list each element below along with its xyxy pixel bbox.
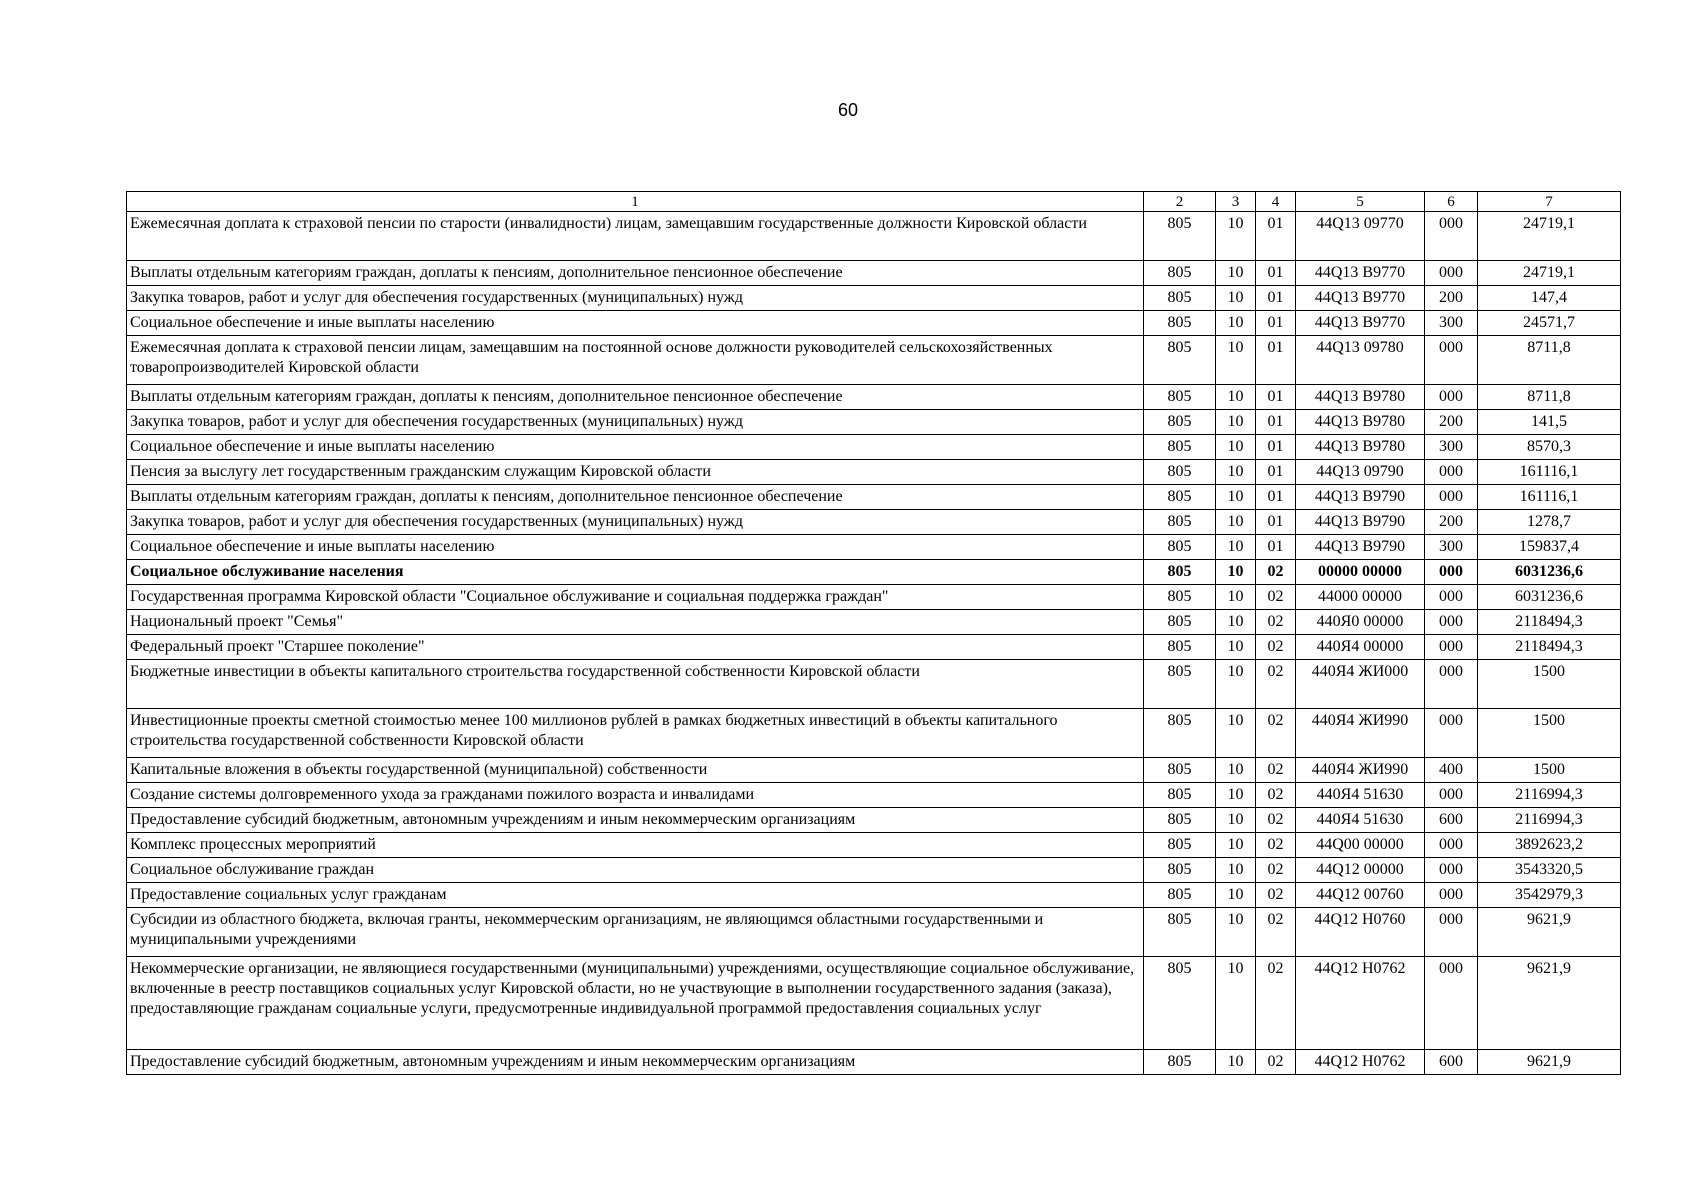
row-section-code: 805 <box>1144 535 1216 560</box>
row-expense-type: 000 <box>1425 610 1478 635</box>
row-name-cell: Выплаты отдельным категориям граждан, доплаты к пенсиям, дополнительное пенсионное обеспечение <box>127 385 1144 410</box>
row-name-cell: Субсидии из областного бюджета, включая гранты, некоммерческим организациям, не являющимся областными государственными и муниципальными учреждениями <box>127 908 1144 957</box>
row-target-article: 44Q13 B9790 <box>1296 535 1425 560</box>
row-subchapter-code: 02 <box>1256 858 1296 883</box>
row-section-code: 805 <box>1144 286 1216 311</box>
row-subchapter-code: 01 <box>1256 336 1296 385</box>
row-subchapter-code: 02 <box>1256 833 1296 858</box>
row-chapter-code: 10 <box>1216 709 1256 758</box>
row-section-code: 805 <box>1144 410 1216 435</box>
page-number: 60 <box>837 100 859 120</box>
row-chapter-code: 10 <box>1216 385 1256 410</box>
row-name-cell: Выплаты отдельным категориям граждан, доплаты к пенсиям, дополнительное пенсионное обеспечение <box>127 261 1144 286</box>
row-chapter-code: 10 <box>1216 261 1256 286</box>
row-amount: 161116,1 <box>1478 485 1621 510</box>
table-row <box>127 908 1621 957</box>
table-row <box>127 635 1621 660</box>
row-section-code: 805 <box>1144 883 1216 908</box>
row-subchapter-code: 02 <box>1256 783 1296 808</box>
row-target-article: 440Я4 ЖИ990 <box>1296 758 1425 783</box>
row-subchapter-code: 02 <box>1256 957 1296 1050</box>
row-chapter-code: 10 <box>1216 833 1256 858</box>
row-target-article: 44Q12 00000 <box>1296 858 1425 883</box>
row-subchapter-code: 01 <box>1256 485 1296 510</box>
row-subchapter-code: 02 <box>1256 883 1296 908</box>
row-name-cell: Предоставление субсидий бюджетным, автономным учреждениям и иным некоммерческим организациям <box>127 808 1144 833</box>
row-chapter-code: 10 <box>1216 311 1256 336</box>
row-target-article: 00000 00000 <box>1296 560 1425 585</box>
table-row <box>127 783 1621 808</box>
row-target-article: 440Я4 51630 <box>1296 783 1425 808</box>
row-amount: 1500 <box>1478 709 1621 758</box>
row-name-cell: Государственная программа Кировской области "Социальное обслуживание и социальная поддержка граждан" <box>127 585 1144 610</box>
row-expense-type: 000 <box>1425 908 1478 957</box>
row-section-code: 805 <box>1144 808 1216 833</box>
row-subchapter-code: 02 <box>1256 1050 1296 1075</box>
row-amount: 2118494,3 <box>1478 610 1621 635</box>
row-target-article: 44Q13 09780 <box>1296 336 1425 385</box>
row-expense-type: 600 <box>1425 1050 1478 1075</box>
row-expense-type: 000 <box>1425 709 1478 758</box>
row-section-code: 805 <box>1144 311 1216 336</box>
row-name-cell: Социальное обеспечение и иные выплаты населению <box>127 535 1144 560</box>
row-expense-type: 300 <box>1425 311 1478 336</box>
table-row <box>127 883 1621 908</box>
row-name-cell: Социальное обслуживание граждан <box>127 858 1144 883</box>
header-cell-7: 7 <box>1478 192 1621 212</box>
row-name-cell: Социальное обеспечение и иные выплаты населению <box>127 311 1144 336</box>
table-row <box>127 212 1621 261</box>
row-name-cell: Капитальные вложения в объекты государственной (муниципальной) собственности <box>127 758 1144 783</box>
table-row <box>127 709 1621 758</box>
row-expense-type: 200 <box>1425 286 1478 311</box>
row-subchapter-code: 02 <box>1256 758 1296 783</box>
row-target-article: 440Я4 51630 <box>1296 808 1425 833</box>
row-name-cell: Некоммерческие организации, не являющиеся государственными (муниципальными) учреждениями, осуществляющие социальное обслуживание, включенные в реестр поставщиков социальных услуг Кировской области, но не участвующие в выполнении государственного задания (заказа), предоставляющие гражданам социальные услуги, предусмотренные индивидуальной программой предоставления социальных услуг <box>127 957 1144 1050</box>
row-target-article: 44Q00 00000 <box>1296 833 1425 858</box>
row-subchapter-code: 02 <box>1256 908 1296 957</box>
row-chapter-code: 10 <box>1216 435 1256 460</box>
row-chapter-code: 10 <box>1216 336 1256 385</box>
header-cell-5: 5 <box>1296 192 1425 212</box>
row-target-article: 44Q13 B9780 <box>1296 410 1425 435</box>
row-chapter-code: 10 <box>1216 783 1256 808</box>
row-expense-type: 000 <box>1425 385 1478 410</box>
row-name-cell: Создание системы долговременного ухода за гражданами пожилого возраста и инвалидами <box>127 783 1144 808</box>
row-target-article: 44Q12 H0760 <box>1296 908 1425 957</box>
table-row <box>127 261 1621 286</box>
row-expense-type: 000 <box>1425 460 1478 485</box>
row-chapter-code: 10 <box>1216 535 1256 560</box>
header-row <box>127 192 1621 212</box>
row-chapter-code: 10 <box>1216 610 1256 635</box>
table-row <box>127 660 1621 709</box>
table-row <box>127 286 1621 311</box>
row-section-code: 805 <box>1144 635 1216 660</box>
row-chapter-code: 10 <box>1216 858 1256 883</box>
table-row <box>127 510 1621 535</box>
row-target-article: 440Я4 ЖИ000 <box>1296 660 1425 709</box>
row-expense-type: 600 <box>1425 808 1478 833</box>
row-section-code: 805 <box>1144 660 1216 709</box>
row-amount: 9621,9 <box>1478 957 1621 1050</box>
table-row <box>127 858 1621 883</box>
row-section-code: 805 <box>1144 758 1216 783</box>
row-target-article: 44Q13 B9770 <box>1296 311 1425 336</box>
row-section-code: 805 <box>1144 485 1216 510</box>
row-subchapter-code: 02 <box>1256 660 1296 709</box>
row-section-code: 805 <box>1144 908 1216 957</box>
row-name-cell: Закупка товаров, работ и услуг для обеспечения государственных (муниципальных) нужд <box>127 510 1144 535</box>
row-subchapter-code: 02 <box>1256 560 1296 585</box>
row-section-code: 805 <box>1144 435 1216 460</box>
row-chapter-code: 10 <box>1216 883 1256 908</box>
row-amount: 1278,7 <box>1478 510 1621 535</box>
row-amount: 3892623,2 <box>1478 833 1621 858</box>
row-target-article: 44Q12 H0762 <box>1296 957 1425 1050</box>
row-section-code: 805 <box>1144 385 1216 410</box>
row-expense-type: 000 <box>1425 883 1478 908</box>
table-row <box>127 410 1621 435</box>
table-row <box>127 833 1621 858</box>
row-target-article: 44Q13 B9770 <box>1296 261 1425 286</box>
row-amount: 2116994,3 <box>1478 783 1621 808</box>
row-amount: 1500 <box>1478 758 1621 783</box>
table-row <box>127 336 1621 385</box>
row-expense-type: 000 <box>1425 783 1478 808</box>
table-row <box>127 485 1621 510</box>
row-subchapter-code: 01 <box>1256 535 1296 560</box>
row-subchapter-code: 02 <box>1256 585 1296 610</box>
header-cell-1: 1 <box>127 192 1144 212</box>
row-target-article: 44Q12 00760 <box>1296 883 1425 908</box>
row-amount: 141,5 <box>1478 410 1621 435</box>
table-row <box>127 311 1621 336</box>
row-section-code: 805 <box>1144 1050 1216 1075</box>
row-name-cell: Социальное обеспечение и иные выплаты населению <box>127 435 1144 460</box>
row-name-cell: Выплаты отдельным категориям граждан, доплаты к пенсиям, дополнительное пенсионное обеспечение <box>127 485 1144 510</box>
row-target-article: 440Я0 00000 <box>1296 610 1425 635</box>
row-expense-type: 200 <box>1425 410 1478 435</box>
row-amount: 161116,1 <box>1478 460 1621 485</box>
row-subchapter-code: 02 <box>1256 635 1296 660</box>
row-name-cell: Инвестиционные проекты сметной стоимостью менее 100 миллионов рублей в рамках бюджетных инвестиций в объекты капитального строительства государственной собственности Кировской области <box>127 709 1144 758</box>
row-amount: 24571,7 <box>1478 311 1621 336</box>
header-cell-3: 3 <box>1216 192 1256 212</box>
row-amount: 9621,9 <box>1478 1050 1621 1075</box>
row-subchapter-code: 01 <box>1256 261 1296 286</box>
row-expense-type: 300 <box>1425 535 1478 560</box>
header-cell-4: 4 <box>1256 192 1296 212</box>
row-chapter-code: 10 <box>1216 957 1256 1050</box>
row-amount: 6031236,6 <box>1478 560 1621 585</box>
row-name-cell: Закупка товаров, работ и услуг для обеспечения государственных (муниципальных) нужд <box>127 410 1144 435</box>
table-row <box>127 758 1621 783</box>
row-chapter-code: 10 <box>1216 660 1256 709</box>
row-subchapter-code: 01 <box>1256 410 1296 435</box>
row-chapter-code: 10 <box>1216 410 1256 435</box>
row-expense-type: 000 <box>1425 336 1478 385</box>
row-amount: 24719,1 <box>1478 261 1621 286</box>
row-amount: 1500 <box>1478 660 1621 709</box>
row-name-cell: Ежемесячная доплата к страховой пенсии лицам, замещавшим на постоянной основе должности руководителей сельскохозяйственных товаропроизводителей Кировской области <box>127 336 1144 385</box>
row-expense-type: 300 <box>1425 435 1478 460</box>
table-row <box>127 1050 1621 1075</box>
row-amount: 159837,4 <box>1478 535 1621 560</box>
row-section-code: 805 <box>1144 212 1216 261</box>
header-cell-2: 2 <box>1144 192 1216 212</box>
row-amount: 9621,9 <box>1478 908 1621 957</box>
header-cell-6: 6 <box>1425 192 1478 212</box>
row-subchapter-code: 01 <box>1256 435 1296 460</box>
row-chapter-code: 10 <box>1216 460 1256 485</box>
row-expense-type: 000 <box>1425 858 1478 883</box>
row-chapter-code: 10 <box>1216 585 1256 610</box>
row-amount: 24719,1 <box>1478 212 1621 261</box>
row-name-cell: Предоставление субсидий бюджетным, автономным учреждениям и иным некоммерческим организациям <box>127 1050 1144 1075</box>
row-expense-type: 000 <box>1425 485 1478 510</box>
row-subchapter-code: 01 <box>1256 460 1296 485</box>
row-section-code: 805 <box>1144 957 1216 1050</box>
table-row <box>127 460 1621 485</box>
row-expense-type: 200 <box>1425 510 1478 535</box>
table-row <box>127 435 1621 460</box>
row-name-cell: Пенсия за выслугу лет государственным гражданским служащим Кировской области <box>127 460 1144 485</box>
row-name-cell: Ежемесячная доплата к страховой пенсии по старости (инвалидности) лицам, замещавшим государственные должности Кировской области <box>127 212 1144 261</box>
row-target-article: 440Я4 00000 <box>1296 635 1425 660</box>
row-expense-type: 000 <box>1425 212 1478 261</box>
row-subchapter-code: 01 <box>1256 510 1296 535</box>
row-expense-type: 000 <box>1425 833 1478 858</box>
row-name-cell: Закупка товаров, работ и услуг для обеспечения государственных (муниципальных) нужд <box>127 286 1144 311</box>
row-subchapter-code: 02 <box>1256 709 1296 758</box>
row-section-code: 805 <box>1144 261 1216 286</box>
row-name-cell: Федеральный проект "Старшее поколение" <box>127 635 1144 660</box>
row-name-cell: Социальное обслуживание населения <box>127 560 1144 585</box>
row-expense-type: 000 <box>1425 560 1478 585</box>
row-amount: 147,4 <box>1478 286 1621 311</box>
budget-table <box>126 191 1621 1075</box>
row-expense-type: 000 <box>1425 660 1478 709</box>
row-name-cell: Комплекс процессных мероприятий <box>127 833 1144 858</box>
table-row <box>127 585 1621 610</box>
row-section-code: 805 <box>1144 833 1216 858</box>
row-subchapter-code: 02 <box>1256 808 1296 833</box>
row-target-article: 44Q13 B9780 <box>1296 385 1425 410</box>
row-chapter-code: 10 <box>1216 212 1256 261</box>
row-target-article: 44Q13 B9790 <box>1296 510 1425 535</box>
row-chapter-code: 10 <box>1216 560 1256 585</box>
row-section-code: 805 <box>1144 858 1216 883</box>
row-subchapter-code: 01 <box>1256 212 1296 261</box>
table-row <box>127 560 1621 585</box>
row-chapter-code: 10 <box>1216 286 1256 311</box>
row-target-article: 44Q13 09790 <box>1296 460 1425 485</box>
row-chapter-code: 10 <box>1216 908 1256 957</box>
row-name-cell: Национальный проект "Семья" <box>127 610 1144 635</box>
row-amount: 3542979,3 <box>1478 883 1621 908</box>
row-chapter-code: 10 <box>1216 635 1256 660</box>
row-target-article: 44Q13 B9770 <box>1296 286 1425 311</box>
row-expense-type: 000 <box>1425 957 1478 1050</box>
row-expense-type: 400 <box>1425 758 1478 783</box>
row-section-code: 805 <box>1144 709 1216 758</box>
row-expense-type: 000 <box>1425 635 1478 660</box>
row-target-article: 440Я4 ЖИ990 <box>1296 709 1425 758</box>
row-amount: 2118494,3 <box>1478 635 1621 660</box>
row-amount: 6031236,6 <box>1478 585 1621 610</box>
table-row <box>127 957 1621 1050</box>
row-amount: 3543320,5 <box>1478 858 1621 883</box>
row-name-cell: Бюджетные инвестиции в объекты капитального строительства государственной собственности Кировской области <box>127 660 1144 709</box>
row-expense-type: 000 <box>1425 261 1478 286</box>
row-chapter-code: 10 <box>1216 485 1256 510</box>
row-section-code: 805 <box>1144 610 1216 635</box>
row-name-cell: Предоставление социальных услуг гражданам <box>127 883 1144 908</box>
row-expense-type: 000 <box>1425 585 1478 610</box>
table-body <box>127 192 1621 1075</box>
table-row <box>127 610 1621 635</box>
row-target-article: 44Q13 B9780 <box>1296 435 1425 460</box>
table-row <box>127 808 1621 833</box>
row-section-code: 805 <box>1144 460 1216 485</box>
row-amount: 8711,8 <box>1478 336 1621 385</box>
table-row <box>127 385 1621 410</box>
row-section-code: 805 <box>1144 585 1216 610</box>
row-target-article: 44Q13 09770 <box>1296 212 1425 261</box>
table-row <box>127 535 1621 560</box>
row-subchapter-code: 01 <box>1256 311 1296 336</box>
row-section-code: 805 <box>1144 783 1216 808</box>
row-target-article: 44Q12 H0762 <box>1296 1050 1425 1075</box>
row-subchapter-code: 01 <box>1256 286 1296 311</box>
row-subchapter-code: 02 <box>1256 610 1296 635</box>
row-chapter-code: 10 <box>1216 808 1256 833</box>
row-chapter-code: 10 <box>1216 758 1256 783</box>
row-amount: 8711,8 <box>1478 385 1621 410</box>
row-section-code: 805 <box>1144 336 1216 385</box>
row-chapter-code: 10 <box>1216 1050 1256 1075</box>
row-chapter-code: 10 <box>1216 510 1256 535</box>
row-subchapter-code: 01 <box>1256 385 1296 410</box>
row-target-article: 44000 00000 <box>1296 585 1425 610</box>
row-section-code: 805 <box>1144 560 1216 585</box>
row-amount: 8570,3 <box>1478 435 1621 460</box>
row-section-code: 805 <box>1144 510 1216 535</box>
row-target-article: 44Q13 B9790 <box>1296 485 1425 510</box>
row-amount: 2116994,3 <box>1478 808 1621 833</box>
